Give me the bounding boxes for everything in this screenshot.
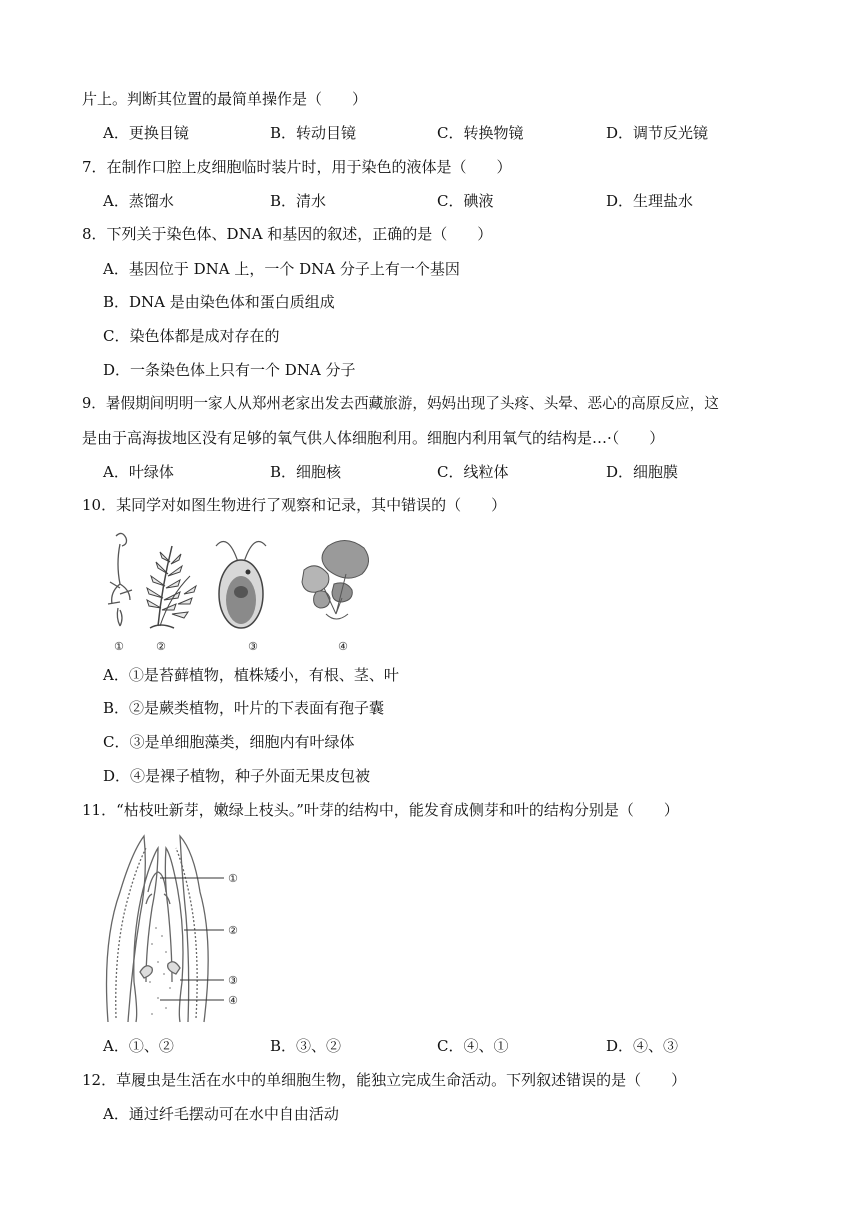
q7-option-a: A．蒸馏水 bbox=[103, 192, 174, 210]
moss-illustration bbox=[108, 533, 132, 626]
q6-stem-tail: 片上。判断其位置的最简单操作是（ ） bbox=[82, 90, 368, 108]
q9-option-c: C．线粒体 bbox=[437, 463, 509, 481]
alga-cell-illustration bbox=[216, 542, 266, 628]
q10-option-c: C．③是单细胞藻类，细胞内有叶绿体 bbox=[103, 733, 355, 751]
q11-leaf-bud-figure bbox=[100, 832, 260, 1028]
q10-plants-figure bbox=[98, 528, 388, 654]
q11-label-4: ④ bbox=[228, 994, 238, 1007]
ginkgo-illustration bbox=[302, 540, 369, 619]
fern-illustration bbox=[147, 546, 196, 628]
q9-option-b: B．细胞核 bbox=[270, 463, 342, 481]
q9-option-a: A．叶绿体 bbox=[103, 463, 174, 481]
q6-option-b: B．转动目镜 bbox=[270, 124, 357, 142]
q6-option-d: D．调节反光镜 bbox=[606, 124, 709, 142]
q9-stem-line2: 是由于高海拔地区没有足够的氧气供人体细胞利用。细胞内利用氧气的结构是…·（ ） bbox=[82, 429, 665, 447]
q10-label-1: ① bbox=[114, 640, 124, 653]
q11-option-b: B．③、② bbox=[270, 1037, 342, 1055]
q10-label-4: ④ bbox=[338, 640, 348, 653]
q11-leader-lines bbox=[160, 878, 224, 1000]
q11-stem: 11．“枯枝吐新芽，嫩绿上枝头。”叶芽的结构中，能发育成侧芽和叶的结构分别是（ ） bbox=[82, 801, 679, 819]
q12-option-a: A．通过纤毛摆动可在水中自由活动 bbox=[103, 1105, 339, 1123]
q11-label-1: ① bbox=[228, 872, 238, 885]
q10-option-a: A．①是苔藓植物，植株矮小，有根、茎、叶 bbox=[103, 666, 399, 684]
q8-stem: 8．下列关于染色体、DNA 和基因的叙述，正确的是（ ） bbox=[82, 225, 493, 243]
q10-label-3: ③ bbox=[248, 640, 258, 653]
q12-stem: 12．草履虫是生活在水中的单细胞生物，能独立完成生命活动。下列叙述错误的是（ ） bbox=[82, 1071, 687, 1089]
q8-option-b: B．DNA 是由染色体和蛋白质组成 bbox=[103, 293, 335, 311]
leaf-bud-illustration bbox=[107, 836, 209, 1022]
q8-option-d: D．一条染色体上只有一个 DNA 分子 bbox=[103, 361, 356, 379]
q9-option-d: D．细胞膜 bbox=[606, 463, 679, 481]
q10-option-b: B．②是蕨类植物，叶片的下表面有孢子囊 bbox=[103, 699, 385, 717]
q6-option-c: C．转换物镜 bbox=[437, 124, 524, 142]
q6-option-a: A．更换目镜 bbox=[103, 124, 189, 142]
q10-option-d: D．④是裸子植物，种子外面无果皮包被 bbox=[103, 767, 371, 785]
q11-option-a: A．①、② bbox=[103, 1037, 174, 1055]
q11-option-c: C．④、① bbox=[437, 1037, 509, 1055]
q7-stem: 7．在制作口腔上皮细胞临时装片时，用于染色的液体是（ ） bbox=[82, 158, 512, 176]
q11-label-2: ② bbox=[228, 924, 238, 937]
q8-option-c: C．染色体都是成对存在的 bbox=[103, 327, 280, 345]
q10-label-2: ② bbox=[156, 640, 166, 653]
q7-option-c: C．碘液 bbox=[437, 192, 494, 210]
q11-option-d: D．④、③ bbox=[606, 1037, 679, 1055]
q9-stem-line1: 9．暑假期间明明一家人从郑州老家出发去西藏旅游，妈妈出现了头疼、头晕、恶心的高原反应，这 bbox=[82, 395, 719, 412]
q10-stem: 10．某同学对如图生物进行了观察和记录，其中错误的（ ） bbox=[82, 496, 507, 514]
q7-option-b: B．清水 bbox=[270, 192, 327, 210]
q8-option-a: A．基因位于 DNA 上，一个 DNA 分子上有一个基因 bbox=[103, 260, 460, 278]
q11-label-3: ③ bbox=[228, 974, 238, 987]
q7-option-d: D．生理盐水 bbox=[606, 192, 694, 210]
